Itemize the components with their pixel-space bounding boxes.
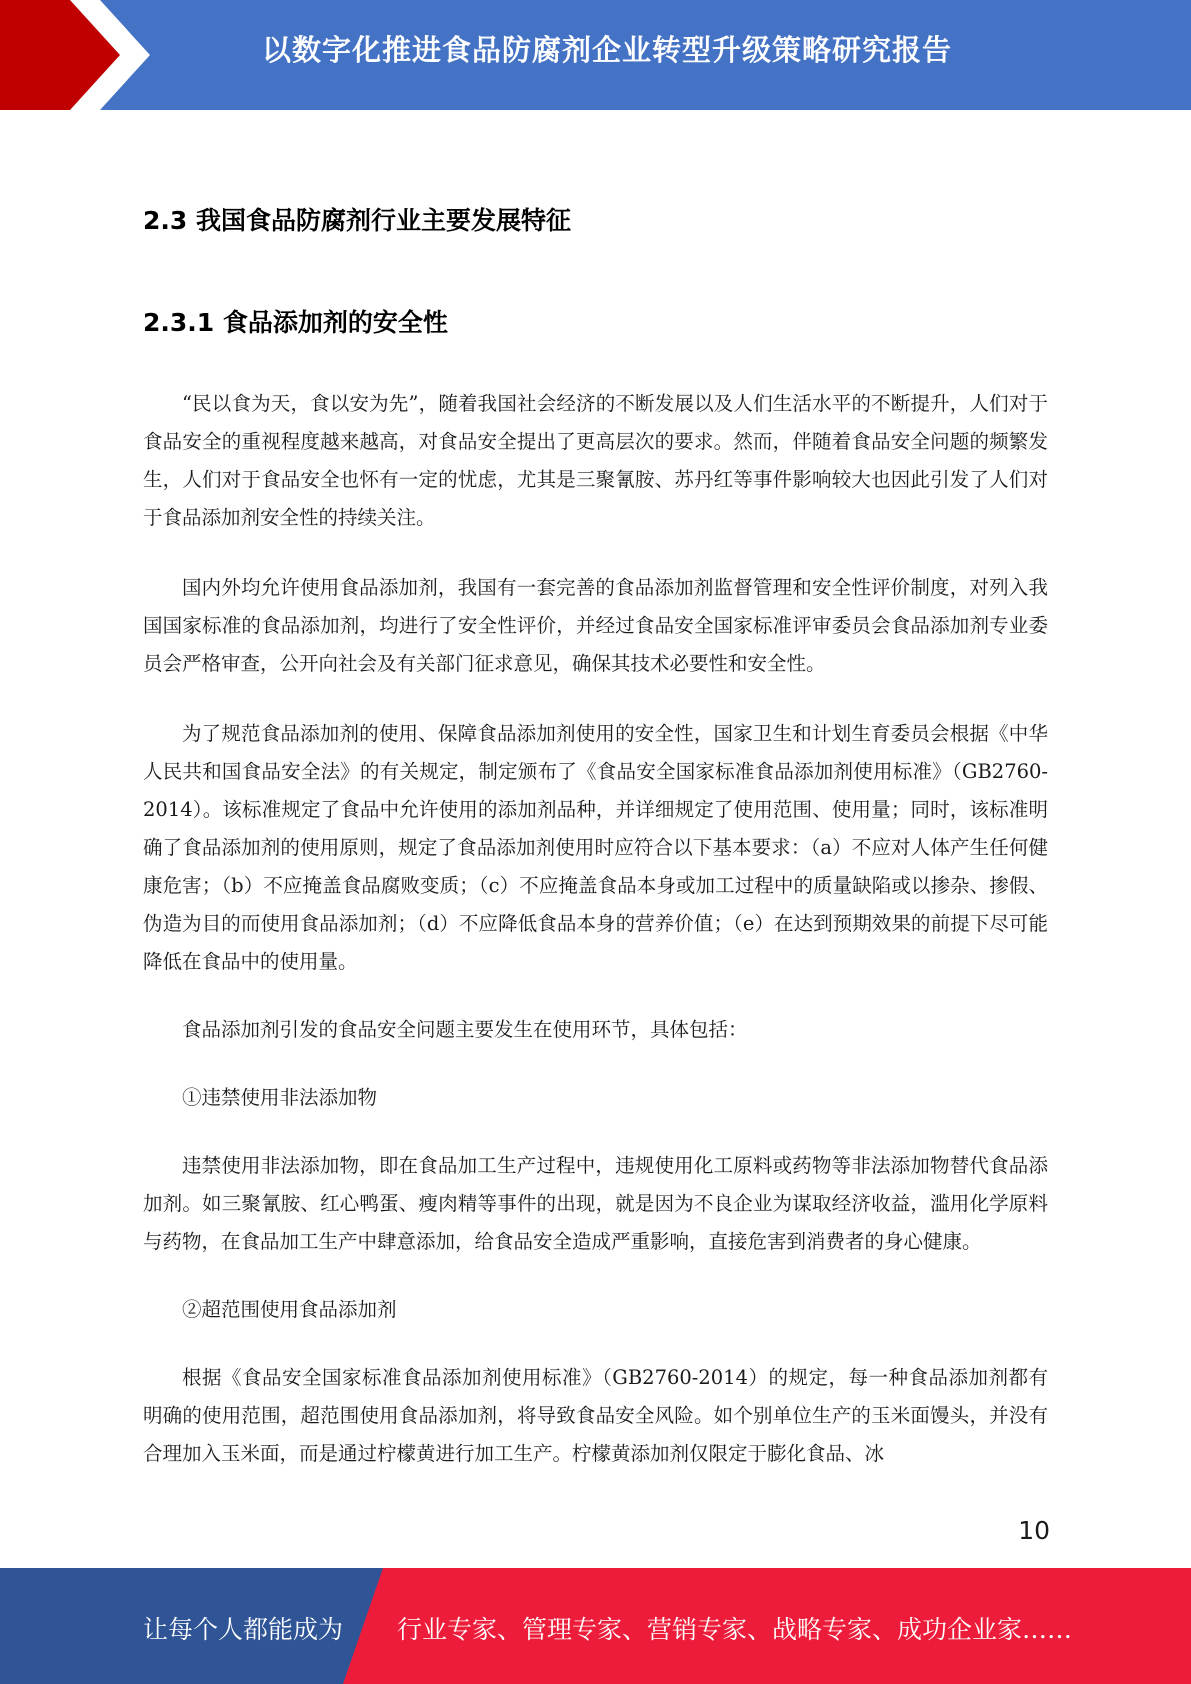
page-footer-band xyxy=(0,1568,1191,1684)
page-number: 10 xyxy=(1018,1516,1050,1545)
paragraph-over-scope-use: 根据《食品安全国家标准食品添加剂使用标准》（GB2760-2014）的规定，每一种食品添加剂都有明确的使用范围，超范围使用食品添加剂，将导致食品安全风险。如个别单位生产的玉米面馒头，并没有合理加入玉米面，而是通过柠檬黄进行加工生产。柠檬黄添加剂仅限定于膨化食品、冰 xyxy=(143,1366,1048,1465)
report-title: 以数字化推进食品防腐剂企业转型升级策略研究报告 xyxy=(262,33,953,67)
section-heading: 2.3 我国食品防腐剂行业主要发展特征 xyxy=(143,206,571,235)
subsection-heading: 2.3.1 食品添加剂的安全性 xyxy=(143,308,448,337)
list-item-over-scope-use: ②超范围使用食品添加剂 xyxy=(182,1298,397,1321)
page-content xyxy=(143,195,1048,1473)
paragraph-illegal-additives: 违禁使用非法添加物，即在食品加工生产过程中，违规使用化工原料或药物等非法添加物替代食品添加剂。如三聚氰胺、红心鸭蛋、瘦肉精等事件的出现，就是因为不良企业为谋取经济收益，滥用化学原料与药物，在食品加工生产中肆意添加，给食品安全造成严重影响，直接危害到消费者的身心健康。 xyxy=(143,1154,1048,1253)
paragraph-standard-gb2760: 为了规范食品添加剂的使用、保障食品添加剂使用的安全性，国家卫生和计划生育委员会根据《中华人民共和国食品安全法》的有关规定，制定颁布了《食品安全国家标准食品添加剂使用标准》（GB2760-2014）。该标准规定了食品中允许使用的添加剂品种，并详细规定了使用范围、使用量；同时，该标准明确了食品添加剂的使用原则，规定了食品添加剂使用时应符合以下基本要求：（a）不应对人体产生任何健康危害；（b）不应掩盖食品腐败变质；（c）不应掩盖食品本身或加工过程中的质量缺陷或以掺杂、掺假、伪造为目的而使用食品添加剂；（d）不应降低食品本身的营养价值；（e）在达到预期效果的前提下尽可能降低在食品中的使用量。 xyxy=(143,722,1048,973)
header-arrow-decoration xyxy=(0,0,150,110)
paragraph-issues-intro: 食品添加剂引发的食品安全问题主要发生在使用环节，具体包括： xyxy=(182,1018,748,1041)
page-header-band xyxy=(0,0,1191,110)
footer-slogan-right: 行业专家、管理专家、营销专家、战略专家、成功企业家…… xyxy=(397,1615,1073,1644)
paragraph-regulation: 国内外均允许使用食品添加剂，我国有一套完善的食品添加剂监督管理和安全性评价制度，对列入我国国家标准的食品添加剂，均进行了安全性评价，并经过食品安全国家标准评审委员会食品添加剂专业委员会严格审查，公开向社会及有关部门征求意见，确保其技术必要性和安全性。 xyxy=(143,576,1048,675)
list-item-illegal-additives: ①违禁使用非法添加物 xyxy=(182,1086,378,1109)
paragraph-food-safety-intro: “民以食为天，食以安为先”，随着我国社会经济的不断发展以及人们生活水平的不断提升，人们对于食品安全的重视程度越来越高，对食品安全提出了更高层次的要求。然而，伴随着食品安全问题的频繁发生，人们对于食品安全也怀有一定的忧虑，尤其是三聚氰胺、苏丹红等事件影响较大也因此引发了人们对于食品添加剂安全性的持续关注。 xyxy=(143,392,1048,529)
footer-slogan-left: 让每个人都能成为 xyxy=(143,1615,344,1644)
